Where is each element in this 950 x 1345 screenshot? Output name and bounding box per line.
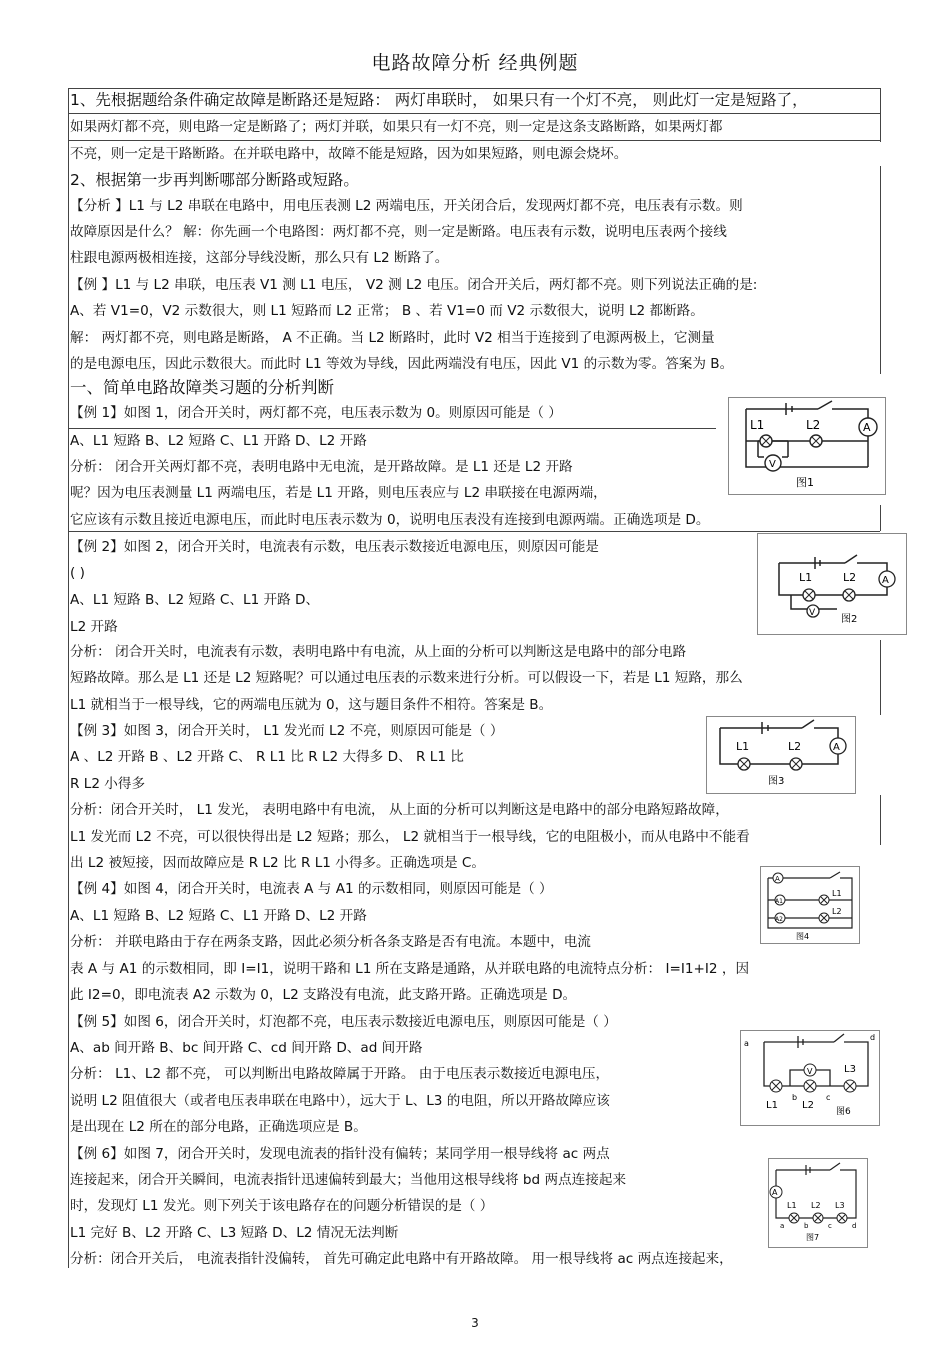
rule-line — [68, 531, 880, 532]
fig7-caption: 图7 — [806, 1233, 820, 1242]
rule-line — [880, 795, 881, 845]
text-line: 分析： L1、L2 都不亮， 可以判断出电路故障属于开路。 由于电压表示数接近电源电压， — [70, 1066, 610, 1082]
fig6-a-label: a — [744, 1039, 749, 1048]
text-line: 2、根据第一步再判断哪部分断路或短路。 — [70, 171, 359, 189]
text-line: A、L1 短路 B、L2 短路 C、L1 开路 D、L2 开路 — [70, 433, 367, 449]
page-number: 3 — [471, 1316, 479, 1330]
text-line: 【分析 】L1 与 L2 串联在电路中，用电压表测 L2 两端电压，开关闭合后，发现两灯都不亮，电压表有示数。则 — [70, 198, 743, 214]
fig2-caption: 图2 — [841, 614, 858, 625]
rule-line — [68, 113, 880, 114]
rule-line — [880, 166, 881, 374]
fig7-ammeter-label: A — [772, 1188, 778, 1197]
fig6-l3-label: L3 — [844, 1064, 856, 1075]
circuit-diagram-6 — [740, 1030, 880, 1126]
fig6-l2-label: L2 — [802, 1100, 814, 1111]
text-line: 呢？因为电压表测量 L1 两端电压，若是 L1 开路，则电压表应与 L2 串联接在电源两端， — [70, 485, 607, 501]
text-line: 不亮，则一定是干路断路。在并联电路中，故障不能是短路，因为如果短路，则电源会烧坏。 — [70, 146, 628, 162]
circuit-figure-1 — [728, 397, 886, 495]
text-line: ( ) — [70, 565, 85, 581]
fig4-l2-label: L2 — [832, 907, 842, 916]
fig7-l3-label: L3 — [835, 1201, 845, 1210]
fig2-ammeter-label: A — [882, 575, 889, 586]
text-line: 它应该有示数且接近电源电压，而此时电压表示数为 0，说明电压表没有连接到电源两端。正确选项是 D。 — [70, 512, 710, 528]
text-line: L1 发光而 L2 不亮，可以很快得出是 L2 短路；那么， L2 就相当于一根导线，它的电阻极小，而从电路中不能看 — [70, 829, 750, 845]
text-line: 如果两灯都不亮，则电路一定是断路了；两灯并联，如果只有一灯不亮，则一定是这条支路断路，如果两灯都 — [70, 119, 723, 135]
rule-line — [68, 88, 69, 1268]
rule-line — [68, 140, 880, 141]
fig1-voltmeter-label: V — [769, 459, 776, 470]
circuit-diagram-3 — [706, 716, 856, 794]
text-line: 【例 1】如图 1，闭合开关时，两灯都不亮，电压表示数为 0。则原因可能是（ ） — [70, 405, 562, 421]
text-line: 分析：闭合开关后， 电流表指针没偏转， 首先可确定此电路中有开路故障。 用一根导线将 ac 两点连接起来， — [70, 1251, 733, 1267]
fig1-caption: 图1 — [796, 476, 814, 489]
rule-line — [68, 428, 716, 429]
text-line: L1 完好 B、L2 开路 C、L3 短路 D、L2 情况无法判断 — [70, 1225, 399, 1241]
text-line: 柱跟电源两极相连接，这部分导线没断，那么只有 L2 断路了。 — [70, 250, 449, 266]
text-line: 解： 两灯都不亮，则电路是断路， A 不正确。当 L2 断路时，此时 V2 相当于连接到了电源两极上，它测量 — [70, 330, 715, 346]
fig1-l1-label: L1 — [750, 418, 765, 432]
text-line: 分析： 闭合开关两灯都不亮，表明电路中无电流，是开路故障。是 L1 还是 L2 开路 — [70, 459, 573, 475]
circuit-figure-6 — [740, 1030, 880, 1126]
rule-line — [68, 88, 880, 89]
text-line: A、ab 间开路 B、bc 间开路 C、cd 间开路 D、ad 间开路 — [70, 1040, 423, 1056]
fig7-l2-label: L2 — [811, 1201, 821, 1210]
fig7-a-label: a — [780, 1222, 785, 1230]
fig3-l2-label: L2 — [788, 740, 802, 753]
fig2-voltmeter-label: V — [809, 608, 816, 618]
fig6-d-label: d — [870, 1033, 876, 1042]
text-line: 故障原因是什么？ 解：你先画一个电路图：两灯都不亮，则一定是断路。电压表有示数，说明电压表两个接线 — [70, 224, 727, 240]
text-line: 连接起来，闭合开关瞬间，电流表指针迅速偏转到最大；当他用这根导线将 bd 两点连接起来 — [70, 1172, 627, 1188]
circuit-figure-2 — [757, 533, 907, 635]
text-line: 说明 L2 阻值很大（或者电压表串联在电路中），远大于 L、L3 的电阻，所以开路故障应该 — [70, 1093, 610, 1109]
circuit-figure-4 — [760, 866, 860, 944]
fig7-b-label: b — [804, 1222, 809, 1230]
text-line: 【例 6】如图 7，闭合开关时，发现电流表的指针没有偏转；某同学用一根导线将 ac 两点 — [70, 1146, 610, 1162]
circuit-diagram-7 — [768, 1158, 868, 1248]
fig6-voltmeter-label: V — [807, 1067, 813, 1076]
text-line: 表 A 与 A1 的示数相同，即 I=I1，说明干路和 L1 所在支路是通路，从并联电路的电流特点分析： I=I1+I2 ，因 — [70, 961, 750, 977]
fig7-d-label: d — [852, 1222, 857, 1230]
text-line: 【例 2】如图 2，闭合开关时，电流表有示数，电压表示数接近电源电压，则原因可能是 — [70, 539, 599, 555]
fig2-l1-label: L1 — [799, 571, 813, 584]
circuit-diagram-2 — [757, 533, 907, 635]
circuit-diagram-4 — [760, 866, 860, 944]
fig6-caption: 图6 — [836, 1107, 851, 1117]
text-line: 出 L2 被短接，因而故障应是 R L2 比 R L1 小得多。正确选项是 C。 — [70, 855, 485, 871]
rule-line — [880, 640, 881, 715]
fig7-l1-label: L1 — [787, 1201, 797, 1210]
fig4-a2-label: A2 — [775, 916, 783, 923]
text-line: 【例 】L1 与 L2 串联，电压表 V1 测 L1 电压， V2 测 L2 电压。闭合开关后，两灯都不亮。则下列说法正确的是: — [70, 277, 758, 293]
fig4-ammeter-label: A — [775, 875, 780, 883]
page-title: 电路故障分析 经典例题 — [371, 52, 579, 74]
fig3-ammeter-label: A — [833, 742, 840, 753]
text-line: L1 就相当于一根导线，它的两端电压就为 0，这与题目条件不相符。答案是 B。 — [70, 697, 553, 713]
circuit-diagram-1 — [728, 397, 886, 495]
text-line: A 、L2 开路 B 、L2 开路 C、 R L1 比 R L2 大得多 D、 R L1 比 — [70, 749, 464, 765]
fig3-l1-label: L1 — [736, 740, 750, 753]
text-line: L2 开路 — [70, 619, 118, 635]
text-line: R L2 小得多 — [70, 776, 146, 792]
text-line: 【例 4】如图 4，闭合开关时，电流表 A 与 A1 的示数相同，则原因可能是（ ） — [70, 881, 553, 897]
fig2-l2-label: L2 — [843, 571, 857, 584]
circuit-figure-7 — [768, 1158, 868, 1248]
fig4-caption: 图4 — [796, 932, 810, 941]
fig1-l2-label: L2 — [806, 418, 821, 432]
text-line: 【例 3】如图 3，闭合开关时， L1 发光而 L2 不亮，则原因可能是（ ） — [70, 723, 504, 739]
rule-line — [880, 88, 881, 142]
text-line: 时，发现灯 L1 发光。则下列关于该电路存在的问题分析错误的是（ ） — [70, 1198, 494, 1214]
text-line: A、L1 短路 B、L2 短路 C、L1 开路 D、 — [70, 592, 320, 608]
rule-line — [880, 505, 881, 531]
text-line: 分析： 并联电路由于存在两条支路，因此必须分析各条支路是否有电流。本题中，电流 — [70, 934, 591, 950]
fig4-a1-label: A1 — [775, 898, 783, 905]
fig4-l1-label: L1 — [832, 889, 842, 898]
text-line: 一、简单电路故障类习题的分析判断 — [70, 378, 334, 397]
fig6-l1-label: L1 — [766, 1100, 778, 1111]
fig1-ammeter-label: A — [863, 421, 871, 434]
text-line: A、L1 短路 B、L2 短路 C、L1 开路 D、L2 开路 — [70, 908, 367, 924]
circuit-figure-3 — [706, 716, 856, 794]
text-line: 的是电源电压，因此示数很大。而此时 L1 等效为导线，因此两端没有电压，因此 V1 的示数为零。答案为 B。 — [70, 356, 734, 372]
text-line: 1、先根据题给条件确定故障是断路还是短路： 两灯串联时， 如果只有一个灯不亮， 则此灯一定是短路了， — [70, 91, 808, 109]
text-line: 【例 5】如图 6，闭合开关时，灯泡都不亮，电压表示数接近电源电压，则原因可能是（ ） — [70, 1014, 617, 1030]
text-line: 此 I2=0，即电流表 A2 示数为 0，L2 支路没有电流，此支路开路。正确选项是 D。 — [70, 987, 577, 1003]
text-line: 短路故障。那么是 L1 还是 L2 短路呢？可以通过电压表的示数来进行分析。可以假设一下，若是 L1 短路，那么 — [70, 670, 743, 686]
fig6-c-label: c — [826, 1093, 831, 1102]
fig6-b-label: b — [792, 1093, 798, 1102]
text-line: 分析：闭合开关时， L1 发光， 表明电路中有电流， 从上面的分析可以判断这是电路中的部分电路短路故障， — [70, 802, 729, 818]
text-line: A、若 V1=0，V2 示数很大，则 L1 短路而 L2 正常； B 、若 V1=0 而 V2 示数很大，说明 L2 都断路。 — [70, 303, 704, 319]
fig3-caption: 图3 — [768, 776, 785, 787]
text-line: 分析： 闭合开关时，电流表有示数，表明电路中有电流，从上面的分析可以判断这是电路中的部分电路 — [70, 644, 687, 660]
fig7-c-label: c — [828, 1222, 832, 1230]
text-line: 是出现在 L2 所在的部分电路，正确选项应是 B。 — [70, 1119, 367, 1135]
